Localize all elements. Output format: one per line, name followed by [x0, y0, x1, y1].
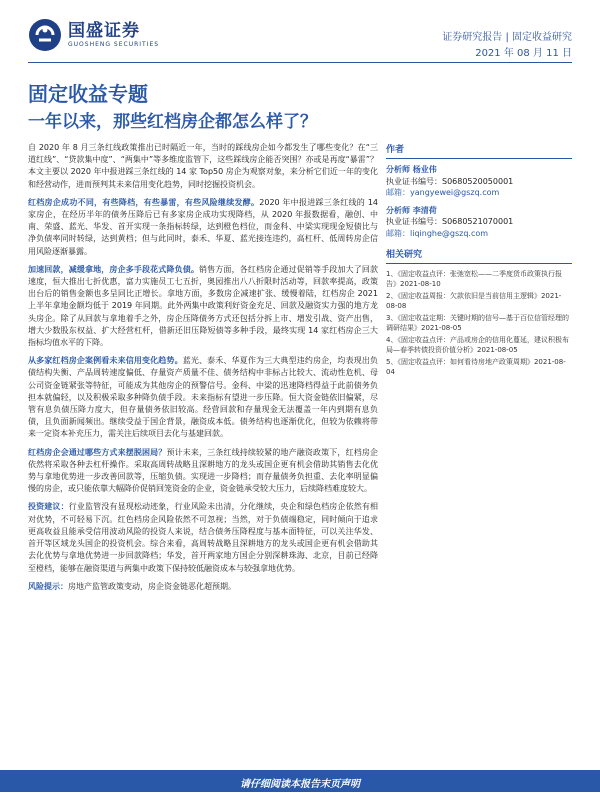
- paragraph-text: 销售方面，各红档房企通过促销等手段加大了回款速度，恒大推出七折优惠，富力实施员工七五折，奥园推出八八折限时活动等，回款率提高，政策出台后的销售金额也多呈同比正增长。拿地方面，多数房企减速扩张、缓慢着陆，红档房企 2021 上半年拿地金额均低于 2019 年同期。此外两集中政策利好资金充足、回款及融资实力强的地方龙头房企。除了从回款与拿地着手之外，房企压降债务方式还包括分拆上市、增发引战、资产出售，增大少数股东权益、扩大经营杠杆，借新还旧压降短债等多种手段，最终实现 14 家红档房企三大指标均值水平的下降。: [28, 264, 378, 348]
- logo-emblem-icon: [28, 18, 62, 52]
- risk-warning-paragraph: [28, 581, 378, 593]
- report-date: 2021 年 08 月 11 日: [475, 48, 572, 59]
- logo-english-name: GUOSHENG SECURITIES: [68, 41, 160, 48]
- company-logo: [28, 18, 159, 52]
- paragraph-lead: 风险提示：: [28, 581, 68, 591]
- related-research-item[interactable]: 3、《固定收益定期：关键时期的信号—基于百位信管经理的调研结果》2021-08-05: [386, 314, 569, 332]
- related-research-item[interactable]: 2、《固定收益周报：欠款依旧是当前信用主逻辑》2021-08-08: [386, 292, 562, 310]
- analyst-card: [386, 205, 572, 240]
- related-research-heading: 相关研究: [386, 247, 572, 264]
- paragraph-lead: 投资建议：: [28, 502, 69, 512]
- investment-advice-paragraph: [28, 501, 378, 574]
- analyst-email[interactable]: 邮箱：yangyewei@gszq.com: [386, 188, 500, 197]
- paragraph-lead: 红档房企成功不同，有些降档，有些暴雷，有些风险继续发酵。: [28, 197, 260, 207]
- authors-heading: 作者: [386, 142, 572, 159]
- related-research-section: [386, 247, 572, 377]
- logo-chinese-name: 国盛证券: [68, 21, 140, 41]
- related-research-item[interactable]: 5、《固定收益点评：如何看待房地产政策周期》2021-08-04: [386, 358, 566, 376]
- paragraph-text: 2020 年中报进踩三条红线的 14 家房企，在经历半年的债务压降后已有多家房企成功实现降档，从 2020 年报数据看，融创、中南、荣盛、蓝光、华发、首开实现一条指标转绿，达到橙色档位，而金科、中梁实现现金短债比与净负债率同时转绿，达到黄档；但与此同时，泰禾、华夏、蓝光接连违约，高杠杆、低周转房企信用风险逐渐暴露。: [28, 197, 378, 256]
- body-paragraph: [28, 355, 378, 440]
- paragraph-lead: 红档房企会通过哪些方式来摆脱困局？: [28, 447, 167, 457]
- paragraph-text: 房地产监管政策变动，房企资金链恶化超预期。: [68, 581, 236, 591]
- analyst-name: 分析师 李清荷: [386, 205, 437, 215]
- intro-paragraph: 自 2020 年 8 月三条红线政策推出已时隔近一年，当时的踩线房企如今都发生了哪些变化？在“三道红线”、“贷款集中度”、“两集中”等多维度监管下，这些踩线房企能否突围？亦或是再度“暴雷”？本文主要以 2020 年中报进踩三条红线的 14 家 Top50 房企为观察对象，来分析它们近一年的变化和经营动作，进而预判其未来信用变化趋势，同时挖掘投资机会。: [28, 143, 378, 189]
- body-paragraph: [28, 264, 378, 349]
- footer-disclaimer: 请仔细阅读本报告末页声明: [240, 779, 360, 790]
- report-type-label: 证券研究报告 | 固定收益研究: [442, 32, 572, 43]
- analyst-cert: 执业证书编号：S0680520050001: [386, 176, 514, 186]
- analyst-cert: 执业证书编号：S0680521070001: [386, 217, 514, 226]
- page-header: [0, 0, 600, 64]
- analyst-email[interactable]: 邮箱：liqinghe@gszq.com: [386, 228, 489, 238]
- body-paragraph: [28, 197, 378, 258]
- related-research-item[interactable]: 1、《固定收益点评：张弛宽松——二季度货币政策执行报告》2021-08-10: [386, 270, 562, 288]
- report-subtitle: 一年以来，那些红档房企都怎么样了？: [28, 112, 317, 132]
- report-title: 固定收益专题: [28, 82, 148, 106]
- body-paragraph: [28, 447, 378, 496]
- paragraph-text: 行业监管没有显现松动迹象，行业风险未出清，分化继续，央企和绿色档房企依然有相对优势，不可轻易下沉。红色档房企风险依然不可忽视；当然，对于负债端稳定，同时倾向于追求更高收益且能承受信用波动风险的投资人来说，结合债务压降程度与基本面特征，可以关注华发、首开等区域龙头国企的投资机会。综合来看，高周转战略且深耕地方的龙头或国企更有机会借助其去化优势与拿地优势进一步回款降档；华发，首开两家地方国企分别深耕珠海、北京，目前已经降至橙档，能够在融资渠道与两集中政策下保持较低融资成本与较强拿地优势。: [28, 502, 378, 573]
- report-sidebar: [386, 142, 572, 382]
- analyst-card: [386, 164, 572, 199]
- paragraph-text: 蓝光、泰禾、华夏作为三大典型违约房企，均表现出负债结构失衡、产品周转速度偏低、存量资产质量不佳、债务结构中非标占比较大、流动性危机、母公司资金链紧张等特征，可能成为其他房企的预警信号。金科、中梁的迅速降档得益于此前债务负担本就偏轻，以及积极采取多种降负债手段。未来指标有望进一步压降。恒大资金链依旧偏紧，尽管有息负债压降力度大，但存量债务依旧较高。经营回款和存量现金无法覆盖一年内到期有息负债，且负面新闻频出。继续受益于国企背景，融资成本低。债务结构也逐渐优化，但较为依赖将带来一定资本补充压力，需关注后续项目去化与基建回款。: [28, 356, 378, 439]
- report-body: [28, 142, 378, 742]
- header-divider: [28, 62, 572, 63]
- analyst-name: 分析师 杨业伟: [386, 165, 437, 174]
- paragraph-lead: 从多家红档房企案例看未来信用变化趋势。: [28, 356, 183, 366]
- related-research-item[interactable]: 4、《固定收益点评：产品或房企的信用化蔓延，建议积极布局—春季转债投资价值分析》2021-08-05: [386, 336, 569, 354]
- paragraph-text: 预计未来，三条红线持续较紧的地产融资政策下，红档房企依然将采取各种去杠杆操作。采取高周转战略且深耕地方的龙头或国企更有机会借助其销售去化优势与拿地优势进一步改善回款等，压缩负债。实现进一步降档；而存量债务负担重、去化率明显偏慢的房企，或只能依靠大幅降价促销回笼资金的企业，资金链承受较大压力，后续降档难度较大。: [28, 447, 378, 494]
- paragraph-lead: 加速回款，减缓拿地，房企多手段花式降负债。: [28, 264, 199, 274]
